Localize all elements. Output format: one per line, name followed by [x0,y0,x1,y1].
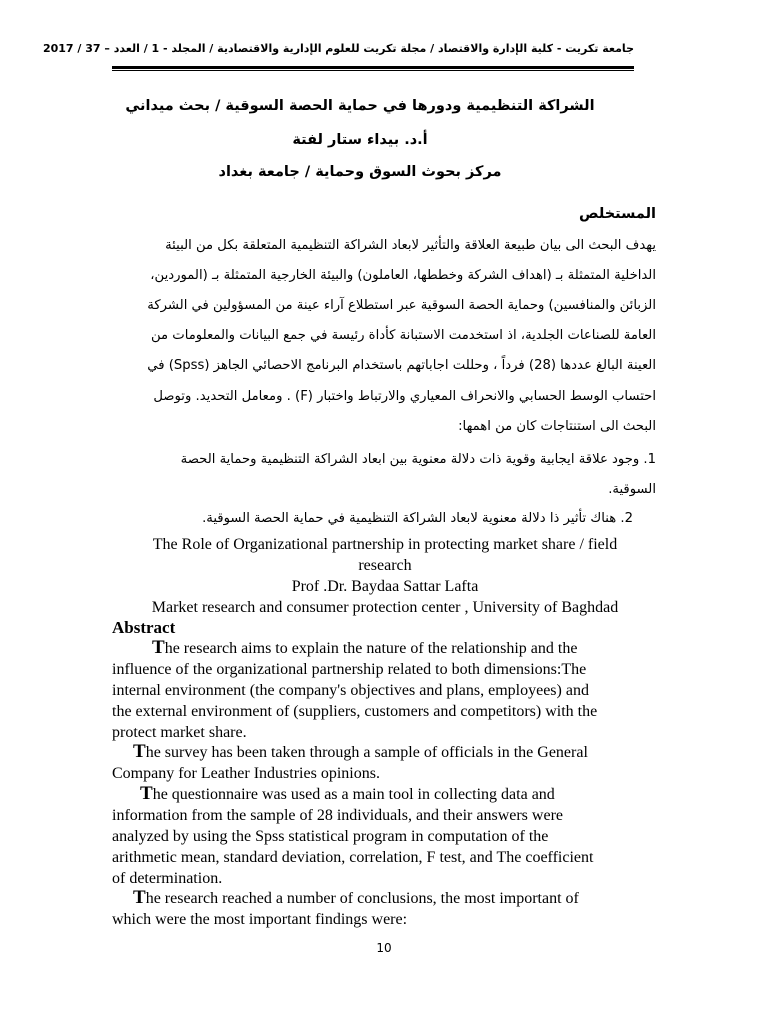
arabic-affiliation: مركز بحوث السوق وحماية / جامعة بغداد [218,164,502,180]
english-text-line: information from the sample of 28 individuals, and their answers were [112,807,563,824]
arabic-abstract-line: الداخلية المتمثلة بـ (اهداف الشركة وخططها، العاملون) والبيئة الخارجية المتمثلة بـ (الموردين، [150,268,656,283]
english-text-line: arithmetic mean, standard deviation, correlation, F test, and The coefficient [112,849,594,866]
drop-initial: T [152,637,165,658]
arabic-conclusion-2: 2. هناك تأثير ذا دلالة معنوية لابعاد الشراكة التنظيمية في حماية الحصة السوقية. [202,511,633,526]
drop-initial: T [133,741,146,762]
english-text-line: analyzed by using the Spss statistical program in computation of the [112,828,549,845]
english-text-line: which were the most important findings were: [112,911,408,928]
arabic-abstract-line: احتساب الوسط الحسابي والانحراف المعياري والارتباط واختبار (F) . ومعامل التحديد. وتوصل [153,389,656,404]
arabic-conclusion-1-cont: السوقية. [608,482,656,497]
english-text-line: of determination. [112,870,223,887]
arabic-abstract-line: الزبائن والمنافسين) وحماية الحصة السوقية عبر استطلاع آراء عينة من المسؤولين في الشركة [147,298,656,313]
arabic-author: أ.د. بيداء ستار لفتة [292,132,428,148]
arabic-abstract-line: العينة البالغ عددها (28) فرداً ، وحللت اجاباتهم باستخدام البرنامج الاحصائي الجاهز (Spss) في [147,358,656,373]
english-abstract-heading: Abstract [112,618,176,637]
english-text-line: protect market share. [112,724,247,741]
english-text-line: the external environment of (suppliers, customers and competitors) with the [112,703,598,720]
drop-initial: T [133,887,146,908]
english-text-line: influence of the organizational partnership related to both dimensions:The [112,661,587,678]
english-paragraph-4-first-line: The research reached a number of conclusions, the most important of [133,887,579,908]
english-title-line-1: The Role of Organizational partnership in protecting market share / field [152,536,618,553]
running-header: جامعة تكريت - كلية الإدارة والاقتصاد / مجلة تكريت للعلوم الإدارية والاقتصادية / المجلد - 1 / العدد – 37 / 2017 [42,42,634,55]
english-text-line: Company for Leather Industries opinions. [112,765,380,782]
arabic-title: الشراكة التنظيمية ودورها في حماية الحصة السوقية / بحث ميداني [125,98,595,114]
arabic-conclusion-1: 1. وجود علاقة ايجابية وقوية ذات دلالة معنوية بين ابعاد الشراكة التنظيمية وحماية الحصة [180,452,656,467]
arabic-abstract-line: البحث الى استنتاجات كان من اهمها: [458,419,656,434]
english-paragraph-2-first-line: The survey has been taken through a sample of officials in the General [133,741,588,762]
arabic-abstract-heading: المستخلص [579,206,656,222]
english-affiliation: Market research and consumer protection center , University of Baghdad [151,599,619,616]
header-double-rule [112,66,634,71]
english-title-line-2: research [358,557,412,574]
english-paragraph-3-first-line: The questionnaire was used as a main tool in collecting data and [140,783,555,804]
page-number: 10 [376,941,392,955]
english-author: Prof .Dr. Baydaa Sattar Lafta [291,578,479,595]
arabic-abstract-line: العامة للصناعات الجلدية، اذ استخدمت الاستبانة كأداة رئيسة في جمع البيانات والمعلومات من [151,328,656,343]
drop-initial: T [140,783,153,804]
english-text-line: internal environment (the company's objectives and plans, employees) and [112,682,589,699]
arabic-abstract-line: يهدف البحث الى بيان طبيعة العلاقة والتأثير لابعاد الشراكة التنظيمية المتعلقة بكل من البيئة [165,238,656,253]
english-paragraph-1-first-line: The research aims to explain the nature of the relationship and the [152,637,578,658]
